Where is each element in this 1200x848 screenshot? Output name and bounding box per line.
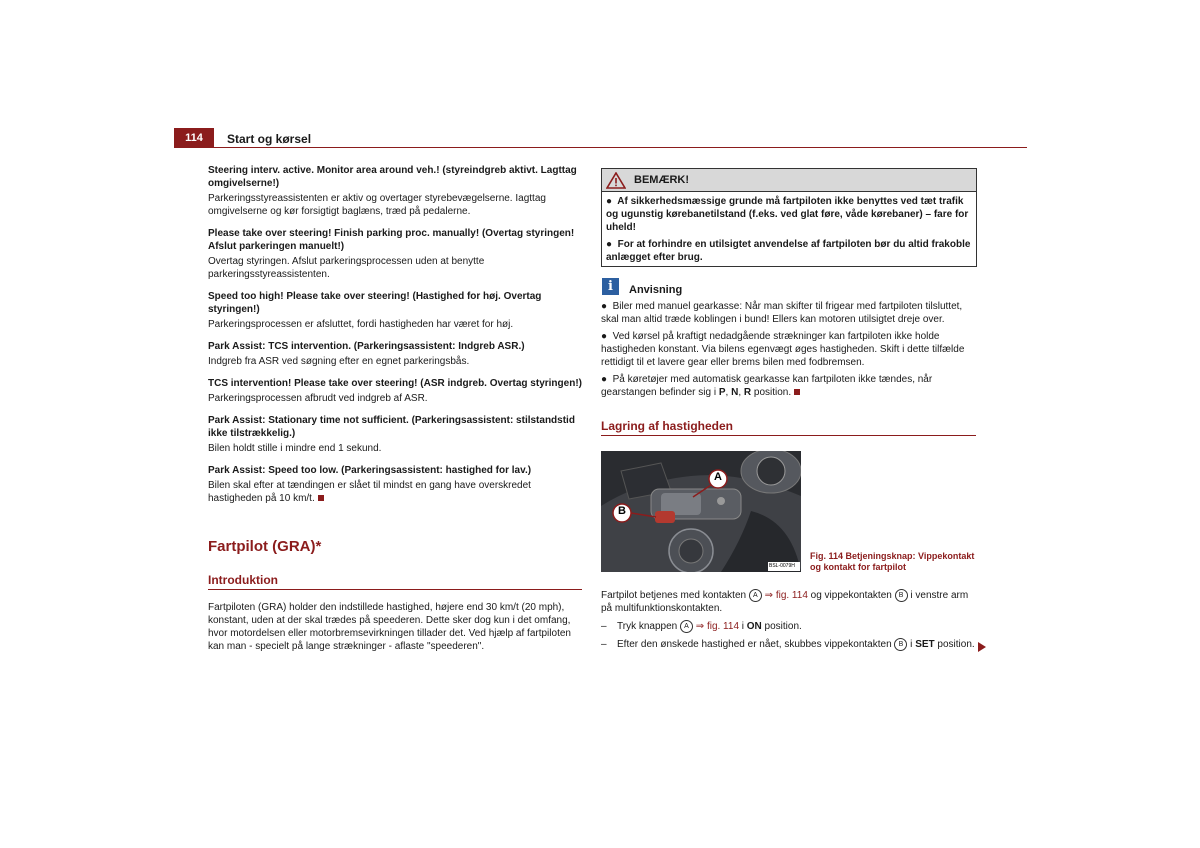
figure-caption: Fig. 114 Betjeningsknap: Vippekontakt og kontakt for fartpilot <box>810 551 975 572</box>
note-item: Ved kørsel på kraftigt nedadgående strækninger kan fartpiloten ikke holde hastigheden konstant. Via bilens egenvægt øges hastigheden. Skift i dette tilfælde rettidigt til et lavere gear eller brems bilen med fodbremsen. <box>601 331 965 368</box>
stalk-illustration <box>601 451 801 572</box>
button-b-ref-icon: B <box>894 638 907 651</box>
message-title: Park Assist: Stationary time not sufficient. (Parkeringsassistent: stilstandstid ikke tilstrækkelig.) <box>208 415 575 439</box>
warning-triangle-icon <box>606 172 626 189</box>
step-dash: – <box>601 621 607 633</box>
note-list: ● Biler med manuel gearkasse: Når man skifter til frigear med fartpiloten tilsluttet, skal man altid træde koblingen i bund! Ellers kan motoren utilsigtet dreje over. ● Ved kørsel på kraftigt nedadgående strækninger kan fartpiloten ikke holde hastigheden konstant. Via bilens egenvægt øges hastigheden. Skift i dette tilfælde rettidigt til et lavere gear eller brems bilen med fodbremsen. ● På køretøjer med automatisk gearkasse kan fartpiloten ikke tændes, når gearstangen befinder sig i P, N, R position. <box>601 301 965 398</box>
warning-item: For at forhindre en utilsigtet anvendelse af fartpiloten bør du altid frakoble anlægget efter brug. <box>606 239 971 263</box>
gear-n: N <box>731 387 739 398</box>
message-title: Steering interv. active. Monitor area around veh.! (styreindgreb aktivt. Lagttag omgivelserne!) <box>208 165 577 189</box>
button-a-ref-icon: A <box>680 620 693 633</box>
paragraph-text: Fartpilot betjenes med kontakten <box>601 590 749 602</box>
step-text: i <box>739 621 747 633</box>
button-a-ref-icon: A <box>749 589 762 602</box>
message-text: Bilen skal efter at tændingen er slået til mindst en gang have overskredet hastigheden på 10 km/t. <box>208 480 531 504</box>
storage-body <box>601 589 981 656</box>
step-text: Tryk knappen <box>617 621 680 633</box>
note-title: Anvisning <box>629 284 683 296</box>
end-mark <box>794 389 800 395</box>
gear-r: R <box>743 387 752 398</box>
chapter-title: Fartpilot (GRA)* <box>208 538 322 555</box>
figure-link[interactable]: ⇒ fig. 114 <box>764 590 808 602</box>
info-icon: i <box>602 278 619 295</box>
intro-heading: Introduktion <box>208 573 278 587</box>
section-title: Start og kørsel <box>227 132 312 146</box>
header-rule <box>174 147 1027 148</box>
button-b-ref-icon: B <box>895 589 908 602</box>
gear-p: P <box>718 387 726 398</box>
message-list <box>208 164 584 505</box>
paragraph-text: i venstre arm på multifunktionskontakten. <box>601 590 969 615</box>
message-title: Please take over steering! Finish parking proc. manually! (Overtag styringen! Afslut parkeringen manuelt!) <box>208 228 575 252</box>
warning-label: BEMÆRK! <box>634 174 689 186</box>
note-suffix: position. <box>751 387 792 398</box>
step-text: i <box>907 639 916 651</box>
message-text: Overtag styringen. Afslut parkeringsprocessen uden at benytte parkeringsstyreassistenten. <box>208 256 485 280</box>
message-text: Parkeringsstyreassistenten er aktiv og overtager styrebevægelserne. Iagttag omgivelserne og kør forsigtigt baglæns, træd på pedalerne. <box>208 193 546 217</box>
message-text: Parkeringsprocessen er afsluttet, fordi hastigheden har været for høj. <box>208 319 514 330</box>
figure-link[interactable]: ⇒ fig. 114 <box>695 621 739 633</box>
note-item: På køretøjer med automatisk gearkasse kan fartpiloten ikke tændes, når gearstangen befinder sig i <box>601 374 933 398</box>
step-text: Efter den ønskede hastighed er nået, skubbes vippekontakten <box>617 639 895 651</box>
intro-rule <box>208 589 582 590</box>
message-text: Parkeringsprocessen afbrudt ved indgreb af ASR. <box>208 393 428 404</box>
continue-arrow-icon <box>978 642 986 652</box>
figure-label-a: A <box>714 471 722 483</box>
figure-image <box>601 451 801 572</box>
step-text: position. <box>934 639 975 651</box>
warning-item: Af sikkerhedsmæssige grunde må fartpiloten ikke benyttes ved tæt trafik og ugunstig kørebanetilstand (f.eks. ved glat føre, våde kørebaner) – fare for uheld! <box>606 196 969 233</box>
warning-header <box>602 169 976 192</box>
storage-heading: Lagring af hastigheden <box>601 419 734 433</box>
warning-body: ● Af sikkerhedsmæssige grunde må fartpiloten ikke benyttes ved tæt trafik og ugunstig kørebanetilstand (f.eks. ved glat føre, våde kørebaner) – fare for uheld! ● For at forhindre en utilsigtet anvendelse af fartpiloten bør du altid frakoble anlægget efter brug. <box>606 196 971 263</box>
figure-code: BSL-0079H <box>769 563 795 569</box>
warning-box <box>601 168 977 267</box>
storage-rule <box>601 435 976 436</box>
message-title: Park Assist: TCS intervention. (Parkeringsassistent: Indgreb ASR.) <box>208 341 525 352</box>
figure-label-b: B <box>618 505 626 517</box>
on-label: ON <box>746 621 762 633</box>
message-title: Park Assist: Speed too low. (Parkeringsassistent: hastighed for lav.) <box>208 465 532 476</box>
paragraph-text: og vippekontakten <box>807 590 895 602</box>
page-number: 114 <box>174 128 214 148</box>
message-title: TCS intervention! Please take over steering! (ASR indgreb. Overtag styringen!) <box>208 378 582 389</box>
end-mark <box>318 495 324 501</box>
intro-text: Fartpiloten (GRA) holder den indstillede hastighed, højere end 30 km/t (20 mph), konstant, uden at der skal trædes på speederen. Dette sker dog kun i det omfang, hvor motordelsen eller motorbremsevirkningen tillader det. Ved hjælp af fartpiloten kan man - specielt på lange strækninger - aflaste "speederen". <box>208 602 571 652</box>
step-dash: – <box>601 639 607 651</box>
message-title: Speed too high! Please take over steering! (Hastighed for høj. Overtag styringen!) <box>208 291 542 315</box>
message-text: Indgreb fra ASR ved søgning efter en egnet parkeringsbås. <box>208 356 470 367</box>
note-item: Biler med manuel gearkasse: Når man skifter til frigear med fartpiloten tilsluttet, skal man altid træde koblingen i bund! Ellers kan motoren utilsigtet dreje over. <box>601 301 963 325</box>
step-text: position. <box>761 621 802 633</box>
set-label: SET <box>915 639 935 651</box>
message-text: Bilen holdt stille i mindre end 1 sekund. <box>208 443 382 454</box>
